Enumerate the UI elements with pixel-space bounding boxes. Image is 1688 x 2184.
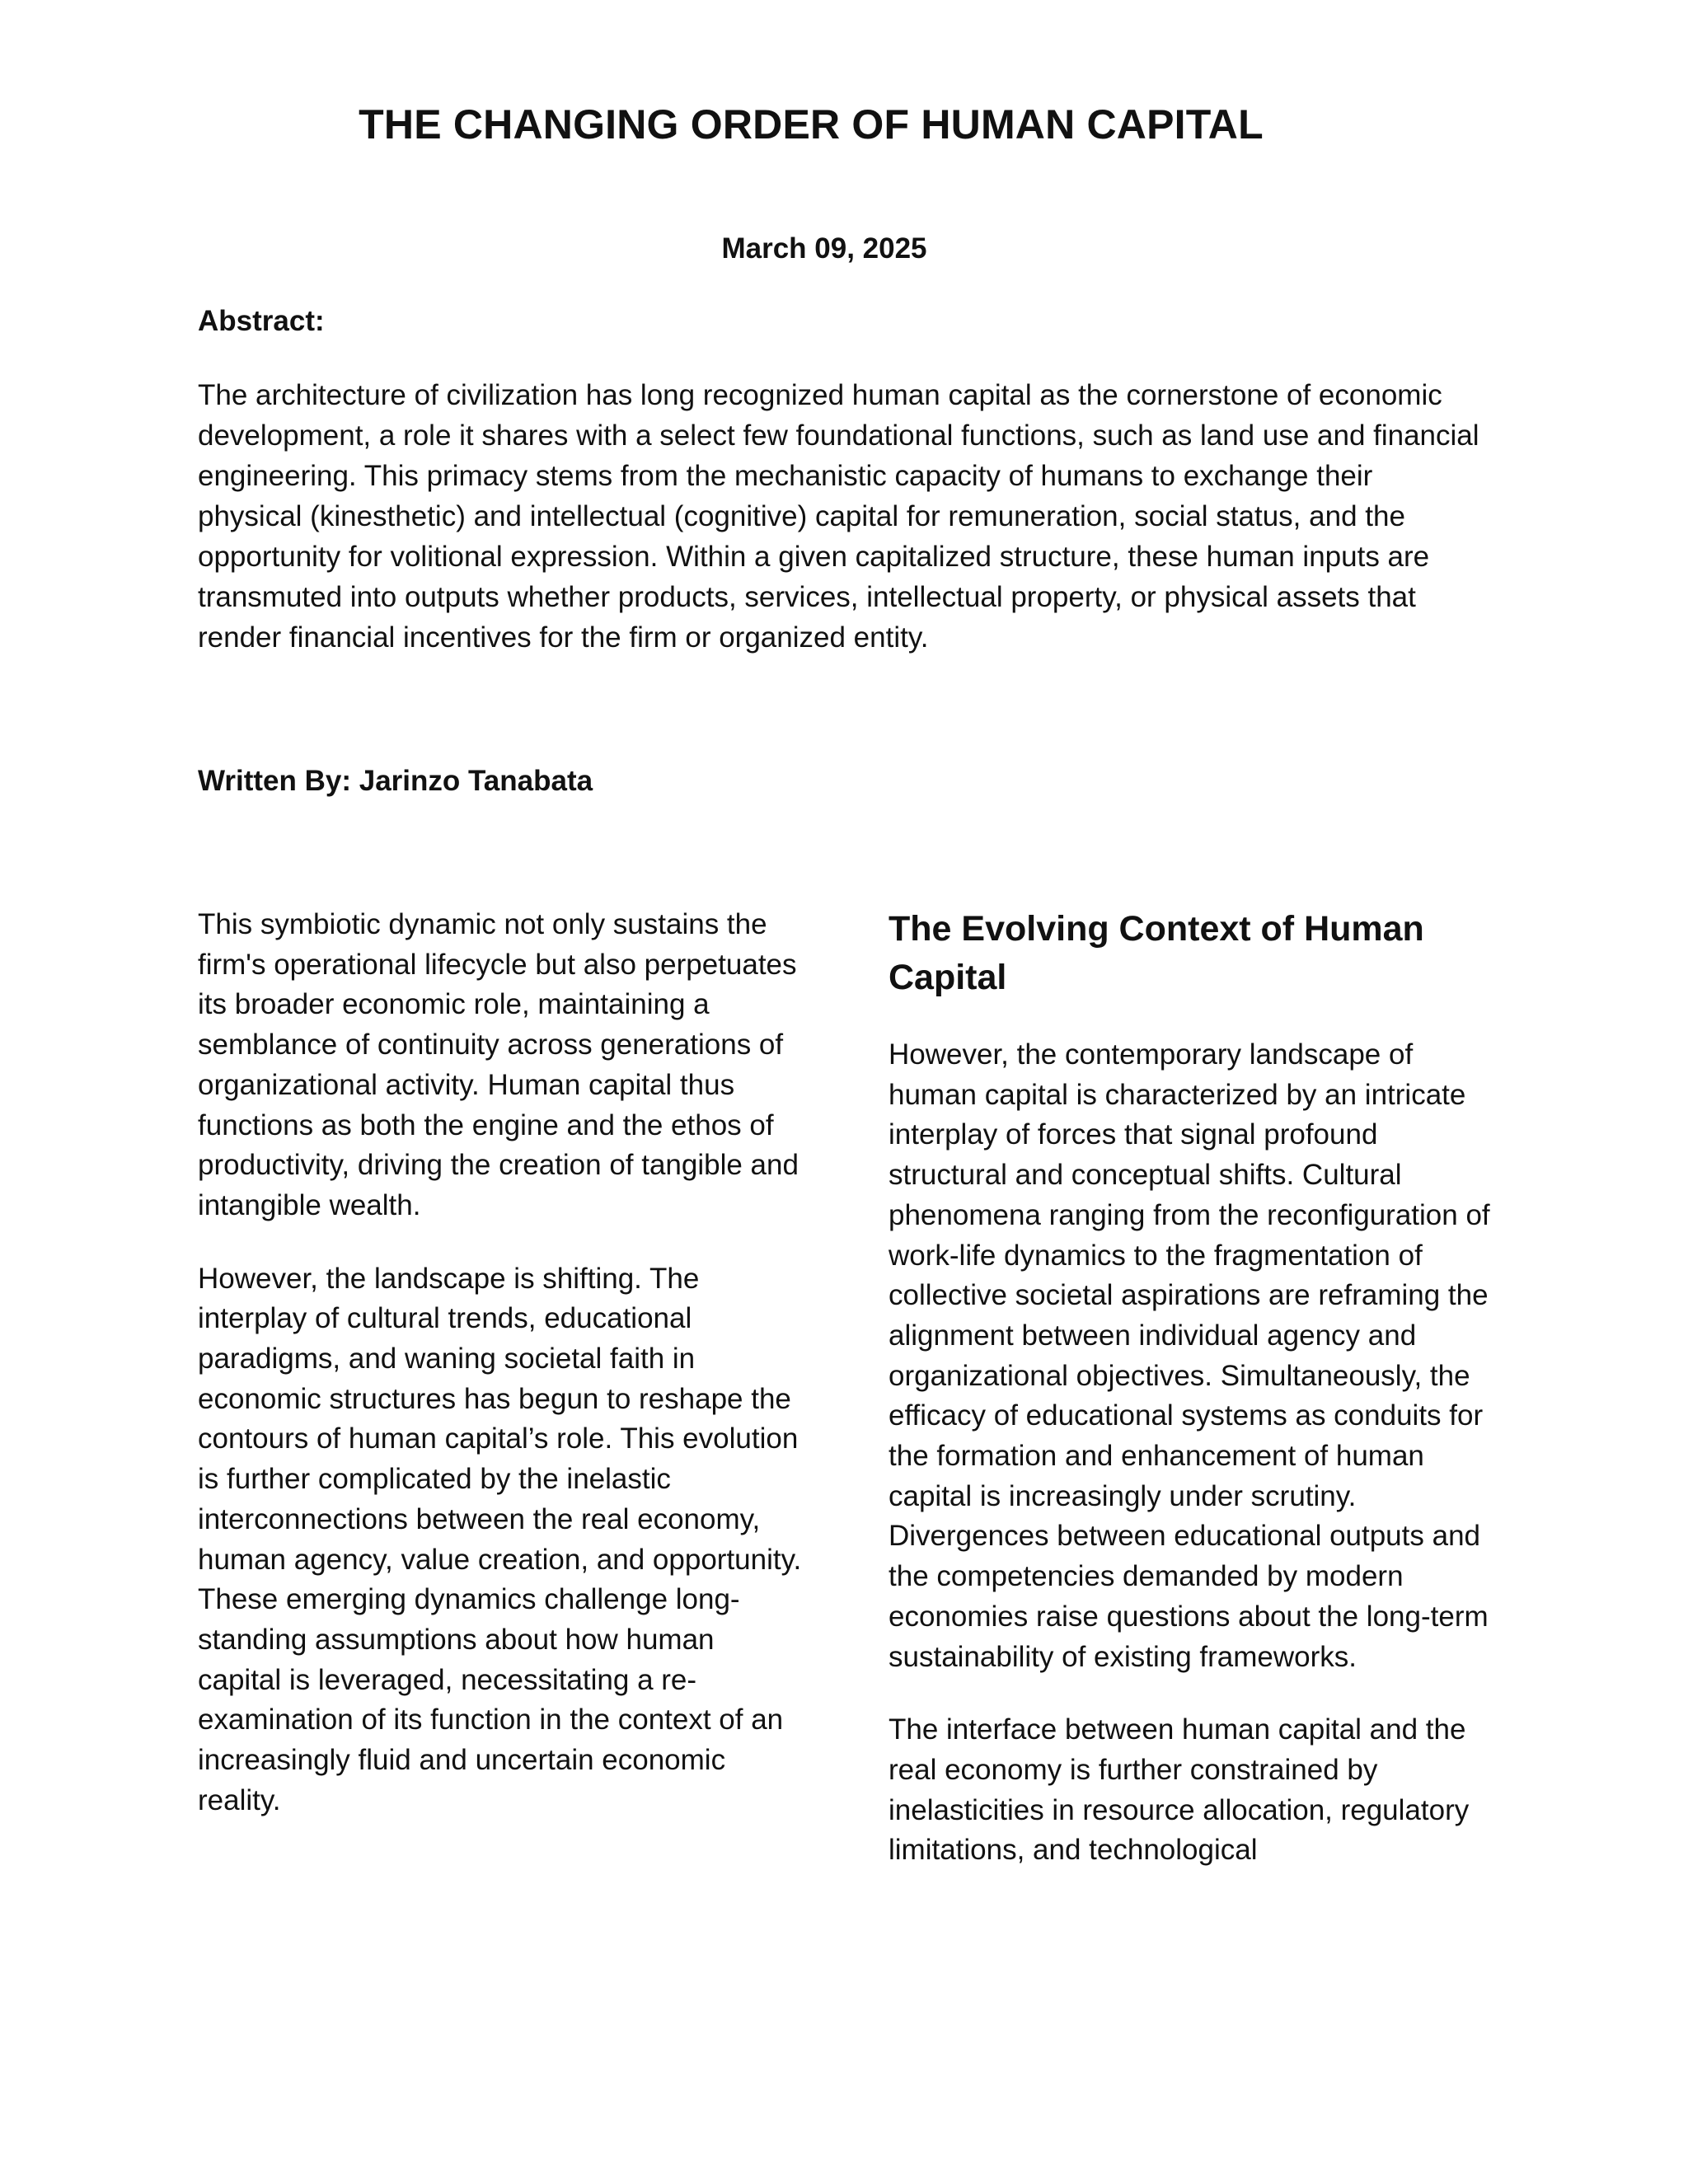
body-paragraph: However, the landscape is shifting. The interplay of cultural trends, educational paradigms, and waning societal faith in economic structures has begun to reshape the contours of human capital’s role. This evolution is further complicated by the inelastic interconnections between the real economy, human agency, value creation, and opportunity. These emerging dynamics challenge long-standing assumptions about how human capital is leveraged, necessitating a re-examination of its function in the context of an increasingly fluid and uncertain economic reality. (198, 1262, 802, 1816)
body-paragraph: This symbiotic dynamic not only sustains the firm's operational lifecycle but also perpetuates its broader economic role, maintaining a semblance of continuity across generations of organizational activity. Human capital thus functions as both the engine and the ethos of productivity, driving the creation of tangible and intangible wealth. (198, 908, 799, 1221)
body-paragraph: The interface between human capital and the real economy is further constrained by inelasticities in resource allocation, regulatory limitations, and technological (889, 1713, 1470, 1867)
author-byline: Written By: Jarinzo Tanabata (198, 765, 593, 797)
body-paragraph: However, the contemporary landscape of human capital is characterized by an intricate interplay of forces that signal profound structural and conceptual shifts. Cultural phenomena ranging from the reconfiguration of work-life dynamics to the fragmentation of collective societal aspirations are reframing the alignment between individual agency and organizational objectives. Simultaneously, the efficacy of educational systems as conduits for the formation and enhancement of human capital is increasingly under scrutiny. Divergences between educational outputs and the competencies demanded by modern economies raise questions about the long-term sustainability of existing frameworks. (889, 1038, 1490, 1673)
document-title: THE CHANGING ORDER OF HUMAN CAPITAL (359, 101, 1264, 148)
abstract-heading: Abstract: (198, 305, 325, 337)
abstract-text: The architecture of civilization has long recognized human capital as the cornerstone of economic development, a role it shares with a select few foundational functions, such as land use and financial engineering. This primacy stems from the mechanistic capacity of humans to exchange their physical (kinesthetic) and intellectual (cognitive) capital for remuneration, social status, and the opportunity for volitional expression. Within a given capitalized structure, these human inputs are transmuted into outputs whether products, services, intellectual property, or physical assets that render financial incentives for the firm or organized entity. (198, 379, 1479, 654)
section-heading: The Evolving Context of Human Capital (889, 909, 1424, 997)
publication-date: March 09, 2025 (721, 232, 927, 265)
left-column (198, 905, 804, 1854)
right-column (889, 905, 1497, 1904)
